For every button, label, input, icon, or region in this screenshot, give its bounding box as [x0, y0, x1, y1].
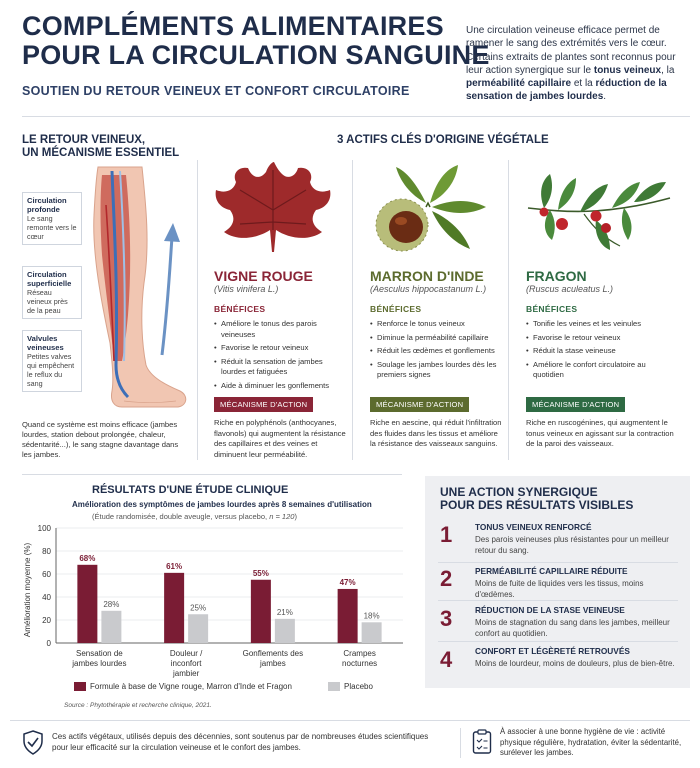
callout-venous-valves: Valvules veineuses Petites valves qui empêchent le reflux du sang — [22, 330, 82, 392]
benefit-item: • Renforce le tonus veineux — [370, 319, 505, 330]
benefit-item: • Réduit les œdèmes et gonflements — [370, 346, 505, 357]
synergy-item — [475, 646, 680, 670]
synergy-item — [475, 605, 680, 639]
synergy-heading: UNE ACTION SYNERGIQUE POUR DES RÉSULTATS VISIBLES — [440, 485, 634, 512]
chart-data-label: 68% — [79, 553, 96, 563]
synergy-number: 3 — [440, 606, 453, 631]
benefit-item: • Soulage les jambes lourdes dès les premiers signes — [370, 360, 505, 381]
synergy-item-text: Moins de lourdeur, moins de douleurs, plus de bien-être. — [475, 659, 675, 668]
benefits-list — [214, 319, 349, 394]
benefit-item: • Réduit la sensation de jambes lourdes et fatiguées — [214, 357, 349, 378]
plant-card-vigne-rouge — [214, 268, 349, 460]
chart-y-tick-label: 80 — [42, 547, 51, 556]
benefits-heading: BÉNÉFICES — [526, 304, 578, 314]
chart-bar-formula — [164, 573, 184, 643]
synergy-divider — [438, 562, 678, 563]
venous-return-explanation: Quand ce système est moins efficace (jambes lourdes, station debout prolongée, chaleur, sédentarité...), le sang stagne davantage dans les jambes. — [22, 420, 179, 459]
plant-name: MARRON D'INDE — [370, 268, 484, 284]
synergy-divider — [438, 600, 678, 601]
venous-return-heading: LE RETOUR VEINEUX, UN MÉCANISME ESSENTIEL — [22, 134, 180, 159]
legend-swatch-formula — [74, 682, 86, 691]
header-divider — [22, 116, 690, 117]
synergy-item-title: RÉDUCTION DE LA STASE VEINEUSE — [475, 605, 625, 615]
benefit-item: • Aide à diminuer les gonflements — [214, 381, 349, 392]
page-subtitle: SOUTIEN DU RETOUR VEINEUX ET CONFORT CIRCULATOIRE — [22, 84, 410, 98]
chart-data-label: 47% — [339, 577, 356, 587]
chart-bar-placebo — [188, 614, 208, 643]
red-vine-leaf-icon — [210, 160, 335, 260]
plant-latin-name: (Aesculus hippocastanum L.) — [370, 284, 487, 294]
chart-bar-placebo — [101, 611, 121, 643]
benefit-item: • Réduit la stase veineuse — [526, 346, 676, 357]
synergy-item-text: Des parois veineuses plus résistantes pour un meilleur retour du sang. — [475, 535, 669, 555]
section-divider — [22, 474, 402, 475]
chart-source: Source : Phytothérapie et recherche clinique, 2021. — [64, 702, 212, 709]
footer-evidence-text: Ces actifs végétaux, utilisés depuis des décennies, sont soutenus par de nombreuses études scientifiques pour leur efficacité sur la circulation veineuse et le confort des jambes. — [52, 732, 429, 752]
chart-bar-formula — [251, 580, 271, 643]
legend-label-placebo: Placebo — [344, 682, 373, 691]
synergy-item-title: PERMÉABILITÉ CAPILLAIRE RÉDUITE — [475, 566, 628, 576]
synergy-item-text: Moins de stagnation du sang dans les jambes, meilleur confort au quotidien. — [475, 618, 670, 638]
chart-bar-formula — [338, 589, 358, 643]
mechanism-text: Riche en aescine, qui réduit l'infiltration des fluides dans les tissus et améliore la résistance des vaisseaux sanguins. — [370, 418, 502, 448]
chart-y-tick-label: 60 — [42, 570, 51, 579]
benefit-item: • Améliore le tonus des parois veineuses — [214, 319, 349, 340]
chart-data-label: 25% — [190, 603, 207, 613]
chart-note: (Étude randomisée, double aveugle, versus placebo, n = 120) — [92, 512, 297, 521]
mechanism-badge: MÉCANISME D'ACTION — [214, 397, 313, 412]
chart-x-tick-label: Douleur / inconfort jambier — [169, 649, 203, 678]
chart-bar-placebo — [275, 619, 295, 643]
chart-title: RÉSULTATS D'UNE ÉTUDE CLINIQUE — [92, 484, 289, 496]
synergy-item-text: Moins de fuite de liquides vers les tissus, moins d'œdèmes. — [475, 579, 644, 599]
plant-latin-name: (Vitis vinifera L.) — [214, 284, 279, 294]
intro-paragraph: Une circulation veineuse efficace permet de ramener le sang des extrémités vers le cœur. Certains extraits de plantes sont reconnus pour leur action synergique sur le tonus veineux, la perméabilité capillaire et la réduction de la sensation de jambes lourdes. — [466, 25, 676, 103]
plants-heading: 3 ACTIFS CLÉS D'ORIGINE VÉGÉTALE — [337, 134, 549, 146]
chart-data-label: 18% — [363, 611, 380, 621]
page-title-line1: COMPLÉMENTS ALIMENTAIRES — [22, 11, 444, 41]
mechanism-text: Riche en ruscogénines, qui augmentent le tonus veineux en agissant sur la contraction de la paroi des vaisseaux. — [526, 418, 674, 448]
chart-y-tick-label: 0 — [46, 639, 51, 648]
butchers-broom-icon — [524, 168, 674, 258]
synergy-number: 1 — [440, 522, 453, 547]
synergy-number: 4 — [440, 647, 453, 672]
page-title-line2: POUR LA CIRCULATION SANGUINE — [22, 40, 490, 70]
plant-card-marron-dinde — [370, 268, 505, 450]
mechanism-badge: MÉCANISME D'ACTION — [526, 397, 625, 412]
page-title — [22, 12, 490, 70]
synergy-item-title: TONUS VEINEUX RENFORCÉ — [475, 522, 592, 532]
chart-bar-formula — [77, 565, 97, 643]
benefit-item: • Favorise le retour veineux — [526, 333, 676, 344]
chart-y-tick-label: 100 — [37, 524, 51, 533]
plant-name: FRAGON — [526, 268, 587, 284]
chart-data-label: 21% — [276, 607, 293, 617]
mechanism-text: Riche en polyphénols (anthocyanes, flavonols) qui augmentent la résistance des capillaires et des veines et diminuent leur perméabilité. — [214, 418, 346, 459]
checklist-icon — [472, 729, 492, 755]
benefits-list — [370, 319, 505, 394]
chart-data-label: 55% — [252, 568, 269, 578]
clinical-study-bar-chart — [18, 520, 408, 700]
chart-y-tick-label: 40 — [42, 593, 51, 602]
synergy-number: 2 — [440, 566, 453, 591]
plant-card-fragon — [526, 268, 676, 450]
legend-swatch-placebo — [328, 682, 340, 691]
plant-name: VIGNE ROUGE — [214, 268, 313, 284]
chart-x-tick-label: Gonflements des jambes — [242, 649, 304, 668]
footer-separator — [460, 728, 461, 758]
synergy-item — [475, 522, 680, 556]
footer-lifestyle-text: À associer à une bonne hygiène de vie : activité physique régulière, hydratation, éviter la sédentarité, surélever les jambes. — [500, 727, 682, 757]
chart-data-label: 28% — [103, 599, 120, 609]
synergy-item — [475, 566, 680, 600]
plant-latin-name: (Ruscus aculeatus L.) — [526, 284, 614, 294]
benefits-heading: BÉNÉFICES — [214, 304, 266, 314]
chart-x-tick-label: Sensation de jambes lourdes — [72, 649, 127, 668]
horse-chestnut-icon — [366, 163, 491, 258]
chart-x-tick-label: Crampes nocturnes — [342, 649, 378, 668]
chart-data-label: 61% — [166, 561, 183, 571]
chart-subtitle: Amélioration des symptômes de jambes lourdes après 8 semaines d'utilisation — [72, 500, 372, 509]
benefit-item: • Tonifie les veines et les veinules — [526, 319, 676, 330]
chart-y-tick-label: 20 — [42, 616, 51, 625]
column-divider — [508, 160, 509, 460]
synergy-item-title: CONFORT ET LÉGÈRETÉ RETROUVÉS — [475, 646, 630, 656]
benefit-item: • Favorise le retour veineux — [214, 343, 349, 354]
shield-check-icon — [22, 730, 44, 755]
callout-superficial-circulation: Circulation superficielle Réseau veineux près de la peau — [22, 266, 82, 319]
synergy-divider — [438, 641, 678, 642]
column-divider — [352, 160, 353, 460]
chart-bar-placebo — [362, 622, 382, 643]
leg-illustration — [80, 165, 192, 415]
benefit-item: • Diminue la perméabilité capillaire — [370, 333, 505, 344]
footer-divider — [10, 720, 690, 721]
benefits-list — [526, 319, 676, 394]
callout-deep-circulation: Circulation profonde Le sang remonte vers le cœur — [22, 192, 82, 245]
legend-label-formula: Formule à base de Vigne rouge, Marron d'Inde et Fragon — [90, 682, 292, 691]
column-divider — [197, 160, 198, 460]
benefits-heading: BÉNÉFICES — [370, 304, 422, 314]
mechanism-badge: MÉCANISME D'ACTION — [370, 397, 469, 412]
chart-y-axis-label: Amélioration moyenne (%) — [23, 542, 32, 638]
benefit-item: • Améliore le confort circulatoire au quotidien — [526, 360, 676, 381]
